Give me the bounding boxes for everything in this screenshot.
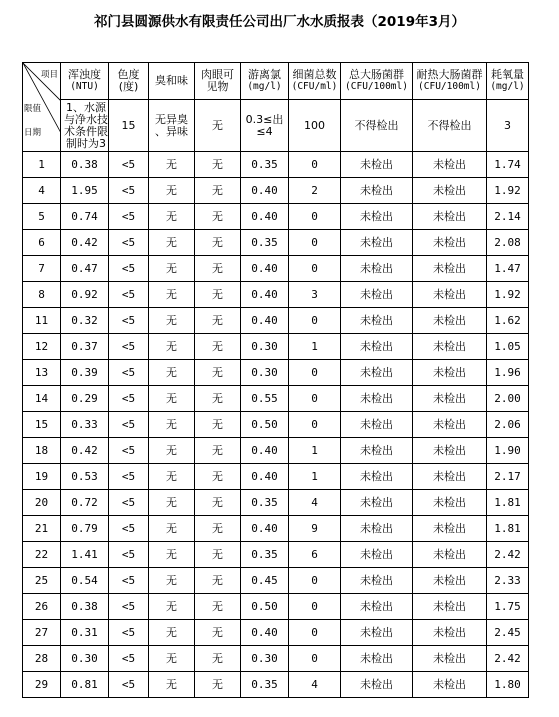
color-cell: <5 bbox=[109, 620, 149, 646]
bacteria-cell: 0 bbox=[289, 308, 341, 334]
chlorine-cell: 0.40 bbox=[241, 256, 289, 282]
visible-matter-cell: 无 bbox=[195, 516, 241, 542]
header-thermo-coliform bbox=[413, 63, 487, 100]
turbidity-cell: 1.41 bbox=[61, 542, 109, 568]
header-unit: (mg/l) bbox=[247, 81, 282, 92]
thermo-coliform-cell: 未检出 bbox=[413, 178, 487, 204]
color-cell: <5 bbox=[109, 438, 149, 464]
header-name: 臭和味 bbox=[155, 74, 188, 87]
visible-matter-cell: 无 bbox=[195, 282, 241, 308]
odor-cell: 无 bbox=[149, 646, 195, 672]
header-name: 耐热大肠菌群 bbox=[416, 68, 483, 81]
coliform-cell: 未检出 bbox=[341, 568, 413, 594]
chlorine-cell: 0.35 bbox=[241, 542, 289, 568]
chlorine-cell: 0.40 bbox=[241, 178, 289, 204]
thermo-coliform-cell: 未检出 bbox=[413, 672, 487, 698]
chlorine-cell: 0.30 bbox=[241, 360, 289, 386]
limit-odor-line2: 、异味 bbox=[155, 124, 188, 138]
date-cell: 4 bbox=[23, 178, 61, 204]
visible-matter-cell: 无 bbox=[195, 672, 241, 698]
chlorine-cell: 0.40 bbox=[241, 620, 289, 646]
date-cell: 28 bbox=[23, 646, 61, 672]
visible-matter-cell: 无 bbox=[195, 152, 241, 178]
bacteria-cell: 2 bbox=[289, 178, 341, 204]
coliform-cell: 未检出 bbox=[341, 230, 413, 256]
thermo-coliform-cell: 未检出 bbox=[413, 464, 487, 490]
oxygen-cell: 2.33 bbox=[487, 568, 529, 594]
chlorine-cell: 0.30 bbox=[241, 646, 289, 672]
turbidity-cell: 0.81 bbox=[61, 672, 109, 698]
oxygen-cell: 1.92 bbox=[487, 282, 529, 308]
odor-cell: 无 bbox=[149, 308, 195, 334]
turbidity-cell: 0.31 bbox=[61, 620, 109, 646]
data-body bbox=[23, 152, 529, 698]
bacteria-cell: 6 bbox=[289, 542, 341, 568]
header-odor bbox=[149, 63, 195, 100]
visible-matter-cell: 无 bbox=[195, 568, 241, 594]
visible-matter-cell: 无 bbox=[195, 230, 241, 256]
odor-cell: 无 bbox=[149, 178, 195, 204]
oxygen-cell: 1.81 bbox=[487, 490, 529, 516]
bacteria-cell: 0 bbox=[289, 152, 341, 178]
date-cell: 27 bbox=[23, 620, 61, 646]
chlorine-cell: 0.35 bbox=[241, 230, 289, 256]
color-cell: <5 bbox=[109, 412, 149, 438]
odor-cell: 无 bbox=[149, 256, 195, 282]
date-cell: 25 bbox=[23, 568, 61, 594]
oxygen-cell: 2.17 bbox=[487, 464, 529, 490]
thermo-coliform-cell: 未检出 bbox=[413, 152, 487, 178]
corner-limit-label: 限值 bbox=[24, 104, 42, 114]
visible-matter-cell: 无 bbox=[195, 308, 241, 334]
date-cell: 7 bbox=[23, 256, 61, 282]
color-cell: <5 bbox=[109, 490, 149, 516]
bacteria-cell: 0 bbox=[289, 360, 341, 386]
oxygen-cell: 1.90 bbox=[487, 438, 529, 464]
header-unit: (CFU/100ml) bbox=[418, 81, 481, 92]
bacteria-cell: 0 bbox=[289, 412, 341, 438]
visible-matter-cell: 无 bbox=[195, 178, 241, 204]
chlorine-cell: 0.40 bbox=[241, 204, 289, 230]
table-row bbox=[23, 256, 529, 282]
color-cell: <5 bbox=[109, 204, 149, 230]
coliform-cell: 未检出 bbox=[341, 204, 413, 230]
limit-thermo-coliform: 不得检出 bbox=[413, 100, 487, 152]
table-row bbox=[23, 386, 529, 412]
chlorine-cell: 0.55 bbox=[241, 386, 289, 412]
header-unit: 见物 bbox=[206, 80, 229, 93]
odor-cell: 无 bbox=[149, 360, 195, 386]
table-row bbox=[23, 568, 529, 594]
oxygen-cell: 1.47 bbox=[487, 256, 529, 282]
date-cell: 22 bbox=[23, 542, 61, 568]
turbidity-cell: 0.32 bbox=[61, 308, 109, 334]
color-cell: <5 bbox=[109, 542, 149, 568]
limit-odor bbox=[149, 100, 195, 152]
bacteria-cell: 1 bbox=[289, 334, 341, 360]
header-bacteria bbox=[289, 63, 341, 100]
header-name: 总大肠菌群 bbox=[349, 68, 404, 81]
header-visible-matter bbox=[195, 63, 241, 100]
water-quality-table bbox=[22, 62, 529, 698]
limit-chlorine bbox=[241, 100, 289, 152]
visible-matter-cell: 无 bbox=[195, 386, 241, 412]
color-cell: <5 bbox=[109, 230, 149, 256]
header-unit: (度) bbox=[118, 80, 139, 93]
oxygen-cell: 1.80 bbox=[487, 672, 529, 698]
turbidity-cell: 0.38 bbox=[61, 152, 109, 178]
turbidity-cell: 0.74 bbox=[61, 204, 109, 230]
bacteria-cell: 1 bbox=[289, 464, 341, 490]
turbidity-cell: 0.42 bbox=[61, 230, 109, 256]
limit-bacteria: 100 bbox=[289, 100, 341, 152]
chlorine-cell: 0.40 bbox=[241, 464, 289, 490]
odor-cell: 无 bbox=[149, 542, 195, 568]
header-oxygen bbox=[487, 63, 529, 100]
date-cell: 21 bbox=[23, 516, 61, 542]
date-cell: 12 bbox=[23, 334, 61, 360]
coliform-cell: 未检出 bbox=[341, 464, 413, 490]
odor-cell: 无 bbox=[149, 568, 195, 594]
header-name: 游离氯 bbox=[248, 68, 281, 81]
thermo-coliform-cell: 未检出 bbox=[413, 386, 487, 412]
date-cell: 19 bbox=[23, 464, 61, 490]
odor-cell: 无 bbox=[149, 204, 195, 230]
thermo-coliform-cell: 未检出 bbox=[413, 230, 487, 256]
header-free-chlorine bbox=[241, 63, 289, 100]
odor-cell: 无 bbox=[149, 464, 195, 490]
chlorine-cell: 0.40 bbox=[241, 516, 289, 542]
visible-matter-cell: 无 bbox=[195, 646, 241, 672]
coliform-cell: 未检出 bbox=[341, 646, 413, 672]
table-row bbox=[23, 282, 529, 308]
date-cell: 26 bbox=[23, 594, 61, 620]
oxygen-cell: 2.08 bbox=[487, 230, 529, 256]
color-cell: <5 bbox=[109, 282, 149, 308]
visible-matter-cell: 无 bbox=[195, 490, 241, 516]
table-row bbox=[23, 360, 529, 386]
header-name: 细菌总数 bbox=[292, 68, 337, 81]
oxygen-cell: 2.14 bbox=[487, 204, 529, 230]
odor-cell: 无 bbox=[149, 282, 195, 308]
thermo-coliform-cell: 未检出 bbox=[413, 334, 487, 360]
coliform-cell: 未检出 bbox=[341, 490, 413, 516]
visible-matter-cell: 无 bbox=[195, 360, 241, 386]
thermo-coliform-cell: 未检出 bbox=[413, 490, 487, 516]
turbidity-cell: 0.54 bbox=[61, 568, 109, 594]
date-cell: 8 bbox=[23, 282, 61, 308]
table-row bbox=[23, 334, 529, 360]
date-cell: 15 bbox=[23, 412, 61, 438]
coliform-cell: 未检出 bbox=[341, 178, 413, 204]
color-cell: <5 bbox=[109, 360, 149, 386]
table-row bbox=[23, 620, 529, 646]
thermo-coliform-cell: 未检出 bbox=[413, 542, 487, 568]
bacteria-cell: 4 bbox=[289, 672, 341, 698]
chlorine-cell: 0.50 bbox=[241, 412, 289, 438]
turbidity-cell: 0.79 bbox=[61, 516, 109, 542]
oxygen-cell: 1.75 bbox=[487, 594, 529, 620]
header-turbidity bbox=[61, 63, 109, 100]
color-cell: <5 bbox=[109, 568, 149, 594]
coliform-cell: 未检出 bbox=[341, 360, 413, 386]
thermo-coliform-cell: 未检出 bbox=[413, 282, 487, 308]
odor-cell: 无 bbox=[149, 516, 195, 542]
bacteria-cell: 0 bbox=[289, 230, 341, 256]
table-row bbox=[23, 464, 529, 490]
header-name: 浑浊度 bbox=[68, 68, 101, 81]
thermo-coliform-cell: 未检出 bbox=[413, 516, 487, 542]
oxygen-cell: 1.62 bbox=[487, 308, 529, 334]
visible-matter-cell: 无 bbox=[195, 204, 241, 230]
odor-cell: 无 bbox=[149, 594, 195, 620]
oxygen-cell: 1.81 bbox=[487, 516, 529, 542]
table-row bbox=[23, 308, 529, 334]
thermo-coliform-cell: 未检出 bbox=[413, 412, 487, 438]
thermo-coliform-cell: 未检出 bbox=[413, 308, 487, 334]
visible-matter-cell: 无 bbox=[195, 464, 241, 490]
chlorine-cell: 0.30 bbox=[241, 334, 289, 360]
header-unit: (CFU/ml) bbox=[291, 81, 338, 92]
odor-cell: 无 bbox=[149, 438, 195, 464]
bacteria-cell: 0 bbox=[289, 568, 341, 594]
oxygen-cell: 1.05 bbox=[487, 334, 529, 360]
color-cell: <5 bbox=[109, 594, 149, 620]
color-cell: <5 bbox=[109, 646, 149, 672]
bacteria-cell: 9 bbox=[289, 516, 341, 542]
header-row bbox=[23, 63, 529, 100]
color-cell: <5 bbox=[109, 308, 149, 334]
visible-matter-cell: 无 bbox=[195, 256, 241, 282]
table-row bbox=[23, 542, 529, 568]
coliform-cell: 未检出 bbox=[341, 516, 413, 542]
table-row bbox=[23, 412, 529, 438]
coliform-cell: 未检出 bbox=[341, 386, 413, 412]
odor-cell: 无 bbox=[149, 152, 195, 178]
thermo-coliform-cell: 未检出 bbox=[413, 646, 487, 672]
header-name: 耗氧量 bbox=[491, 68, 524, 81]
color-cell: <5 bbox=[109, 256, 149, 282]
oxygen-cell: 2.00 bbox=[487, 386, 529, 412]
chlorine-cell: 0.35 bbox=[241, 672, 289, 698]
oxygen-cell: 2.45 bbox=[487, 620, 529, 646]
limit-visible: 无 bbox=[195, 100, 241, 152]
visible-matter-cell: 无 bbox=[195, 542, 241, 568]
visible-matter-cell: 无 bbox=[195, 438, 241, 464]
limit-chlorine-line2: ≤4 bbox=[256, 124, 273, 138]
header-unit: (CFU/100ml) bbox=[345, 81, 408, 92]
chlorine-cell: 0.50 bbox=[241, 594, 289, 620]
turbidity-cell: 0.29 bbox=[61, 386, 109, 412]
coliform-cell: 未检出 bbox=[341, 256, 413, 282]
oxygen-cell: 2.42 bbox=[487, 646, 529, 672]
coliform-cell: 未检出 bbox=[341, 620, 413, 646]
oxygen-cell: 1.92 bbox=[487, 178, 529, 204]
turbidity-cell: 0.37 bbox=[61, 334, 109, 360]
thermo-coliform-cell: 未检出 bbox=[413, 438, 487, 464]
bacteria-cell: 0 bbox=[289, 386, 341, 412]
turbidity-cell: 0.33 bbox=[61, 412, 109, 438]
header-name: 肉眼可 bbox=[201, 68, 234, 81]
odor-cell: 无 bbox=[149, 620, 195, 646]
color-cell: <5 bbox=[109, 178, 149, 204]
turbidity-cell: 0.30 bbox=[61, 646, 109, 672]
coliform-cell: 未检出 bbox=[341, 308, 413, 334]
chlorine-cell: 0.40 bbox=[241, 308, 289, 334]
table-row bbox=[23, 516, 529, 542]
limit-odor-line1: 无异臭 bbox=[155, 112, 188, 126]
header-unit: (mg/l) bbox=[490, 81, 525, 92]
odor-cell: 无 bbox=[149, 386, 195, 412]
limit-chlorine-line1: 0.3≤出 bbox=[245, 112, 284, 126]
thermo-coliform-cell: 未检出 bbox=[413, 594, 487, 620]
oxygen-cell: 2.42 bbox=[487, 542, 529, 568]
date-cell: 14 bbox=[23, 386, 61, 412]
thermo-coliform-cell: 未检出 bbox=[413, 568, 487, 594]
coliform-cell: 未检出 bbox=[341, 594, 413, 620]
odor-cell: 无 bbox=[149, 334, 195, 360]
date-cell: 5 bbox=[23, 204, 61, 230]
thermo-coliform-cell: 未检出 bbox=[413, 204, 487, 230]
table-row bbox=[23, 438, 529, 464]
bacteria-cell: 0 bbox=[289, 620, 341, 646]
odor-cell: 无 bbox=[149, 230, 195, 256]
oxygen-cell: 1.74 bbox=[487, 152, 529, 178]
turbidity-cell: 0.39 bbox=[61, 360, 109, 386]
thermo-coliform-cell: 未检出 bbox=[413, 360, 487, 386]
header-name: 色度 bbox=[117, 68, 140, 81]
coliform-cell: 未检出 bbox=[341, 334, 413, 360]
bacteria-cell: 3 bbox=[289, 282, 341, 308]
table-row bbox=[23, 594, 529, 620]
visible-matter-cell: 无 bbox=[195, 334, 241, 360]
coliform-cell: 未检出 bbox=[341, 672, 413, 698]
table-row bbox=[23, 152, 529, 178]
odor-cell: 无 bbox=[149, 672, 195, 698]
coliform-cell: 未检出 bbox=[341, 152, 413, 178]
visible-matter-cell: 无 bbox=[195, 620, 241, 646]
date-cell: 1 bbox=[23, 152, 61, 178]
turbidity-cell: 0.42 bbox=[61, 438, 109, 464]
coliform-cell: 未检出 bbox=[341, 438, 413, 464]
coliform-cell: 未检出 bbox=[341, 282, 413, 308]
thermo-coliform-cell: 未检出 bbox=[413, 256, 487, 282]
date-cell: 29 bbox=[23, 672, 61, 698]
corner-header bbox=[23, 63, 61, 152]
color-cell: <5 bbox=[109, 464, 149, 490]
date-cell: 6 bbox=[23, 230, 61, 256]
color-cell: <5 bbox=[109, 672, 149, 698]
chlorine-cell: 0.40 bbox=[241, 282, 289, 308]
corner-date-label: 日期 bbox=[24, 128, 42, 138]
date-cell: 20 bbox=[23, 490, 61, 516]
table-row bbox=[23, 672, 529, 698]
coliform-cell: 未检出 bbox=[341, 412, 413, 438]
limit-turbidity: 1、水源与净水技术条件限制时为3 bbox=[61, 100, 109, 152]
chlorine-cell: 0.35 bbox=[241, 490, 289, 516]
header-color bbox=[109, 63, 149, 100]
turbidity-cell: 1.95 bbox=[61, 178, 109, 204]
color-cell: <5 bbox=[109, 386, 149, 412]
turbidity-cell: 0.72 bbox=[61, 490, 109, 516]
limit-coliform: 不得检出 bbox=[341, 100, 413, 152]
date-cell: 18 bbox=[23, 438, 61, 464]
bacteria-cell: 4 bbox=[289, 490, 341, 516]
table-row bbox=[23, 646, 529, 672]
chlorine-cell: 0.35 bbox=[241, 152, 289, 178]
color-cell: <5 bbox=[109, 152, 149, 178]
color-cell: <5 bbox=[109, 334, 149, 360]
oxygen-cell: 1.96 bbox=[487, 360, 529, 386]
corner-item-label: 项目 bbox=[40, 70, 58, 80]
turbidity-cell: 0.92 bbox=[61, 282, 109, 308]
report-title: 祁门县圆源供水有限责任公司出厂水水质报表（2019年3月） bbox=[94, 14, 465, 30]
turbidity-cell: 0.53 bbox=[61, 464, 109, 490]
table-row bbox=[23, 204, 529, 230]
date-cell: 11 bbox=[23, 308, 61, 334]
odor-cell: 无 bbox=[149, 490, 195, 516]
bacteria-cell: 0 bbox=[289, 646, 341, 672]
visible-matter-cell: 无 bbox=[195, 412, 241, 438]
coliform-cell: 未检出 bbox=[341, 542, 413, 568]
limit-row bbox=[23, 100, 529, 152]
bacteria-cell: 0 bbox=[289, 256, 341, 282]
oxygen-cell: 2.06 bbox=[487, 412, 529, 438]
table-row bbox=[23, 490, 529, 516]
limit-color: 15 bbox=[109, 100, 149, 152]
bacteria-cell: 0 bbox=[289, 594, 341, 620]
header-unit: (NTU) bbox=[70, 81, 99, 92]
chlorine-cell: 0.40 bbox=[241, 438, 289, 464]
date-cell: 13 bbox=[23, 360, 61, 386]
header-coliform bbox=[341, 63, 413, 100]
color-cell: <5 bbox=[109, 516, 149, 542]
limit-oxygen: 3 bbox=[487, 100, 529, 152]
odor-cell: 无 bbox=[149, 412, 195, 438]
turbidity-cell: 0.47 bbox=[61, 256, 109, 282]
chlorine-cell: 0.45 bbox=[241, 568, 289, 594]
bacteria-cell: 1 bbox=[289, 438, 341, 464]
visible-matter-cell: 无 bbox=[195, 594, 241, 620]
table-row bbox=[23, 178, 529, 204]
turbidity-cell: 0.38 bbox=[61, 594, 109, 620]
thermo-coliform-cell: 未检出 bbox=[413, 620, 487, 646]
bacteria-cell: 0 bbox=[289, 204, 341, 230]
table-row bbox=[23, 230, 529, 256]
